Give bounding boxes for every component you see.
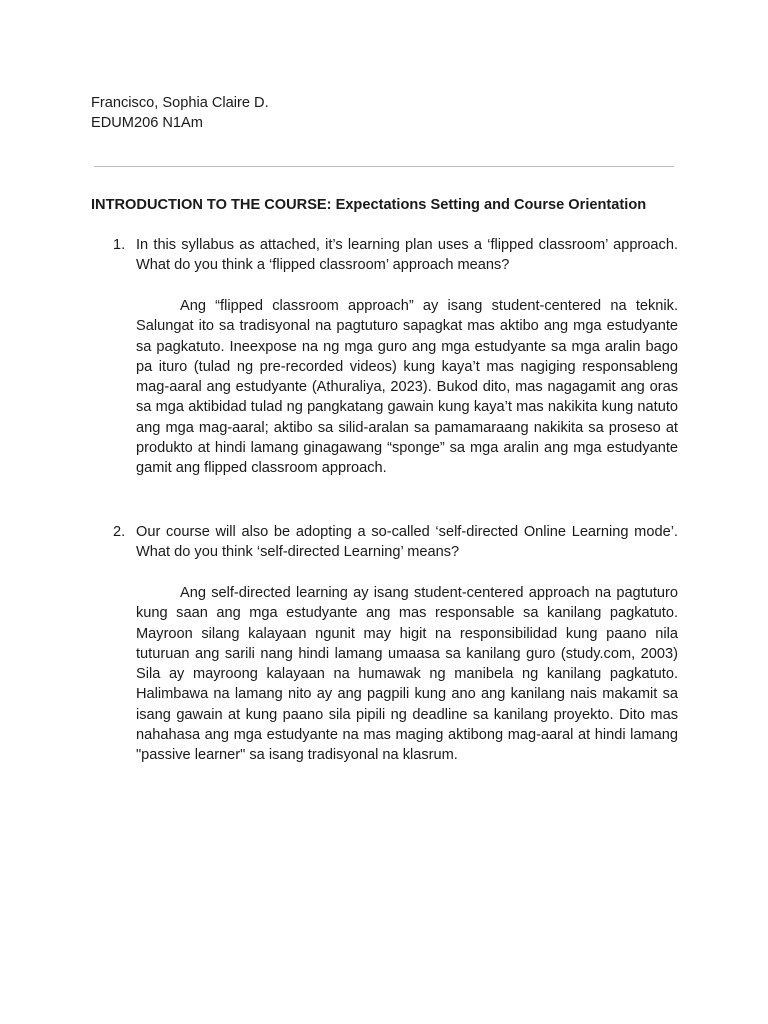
student-name: Francisco, Sophia Claire D. <box>91 95 269 111</box>
course-section: EDUM206 N1Am <box>91 115 203 131</box>
answer-paragraph: Ang self-directed learning ay isang student-centered approach na pagtuturo kung saan ang mga estudyante ang mas responsable sa kanilang pagkatuto. Mayroon silang kalayaan ngunit may higit na responsibilidad kung paano nila tuturuan ang sarili nang hindi lamang umaasa sa kanilang guro (study.com, 2003) Sila ay mayroong kalayaan na humawak ng manibela ng kanilang pagkatuto. Halimbawa na lamang nito ay ang pagpili kung ano ang kanilang nais makamit sa isang gawain at kung paano sila pipili ng deadline sa kanilang proyekto. Dito mas nahahasa ang mga estudyante na mas maging aktibong mag-aaral at hindi lamang "passive learner" sa isang tradisyonal na klasrum. <box>136 585 678 764</box>
list-item <box>91 522 678 766</box>
list-item <box>91 235 678 479</box>
question-text: Our course will also be adopting a so-called ‘self-directed Online Learning mode’. What do you think ‘self-directed Learning’ means? <box>136 524 678 560</box>
item-number: 2. <box>113 524 126 540</box>
question-text: In this syllabus as attached, it’s learning plan uses a ‘flipped classroom’ approach. What do you think a ‘flipped classroom’ approach means? <box>136 237 678 273</box>
item-number: 1. <box>113 237 126 253</box>
section-title: INTRODUCTION TO THE COURSE: Expectations Setting and Course Orientation <box>91 197 647 213</box>
horizontal-rule <box>94 166 674 167</box>
document-header <box>91 93 269 133</box>
answer-paragraph: Ang “flipped classroom approach” ay isang student-centered na teknik. Salungat ito sa tradisyonal na pagtuturo sapagkat mas aktibo ang mga estudyante sa pagkatuto. Ineexpose na ng mga guro ang mga estudyante sa mga aralin bago pa ituro (tulad ng pre-recorded videos) kung kaya’t mas nagiging responsableng mag-aaral ang estudyante (Athuraliya, 2023). Bukod dito, mas nagagamit ang oras sa mga aktibidad tulad ng pangkatang gawain kung kaya’t mas nakikita kung natuto ang mga mag-aaral; aktibo sa silid-aralan sa pamamaraang nakikita sa proseso at produkto at hindi lamang ginagawang “sponge” sa mga aralin ang mga estudyante gamit ang flipped classroom approach. <box>136 298 678 477</box>
